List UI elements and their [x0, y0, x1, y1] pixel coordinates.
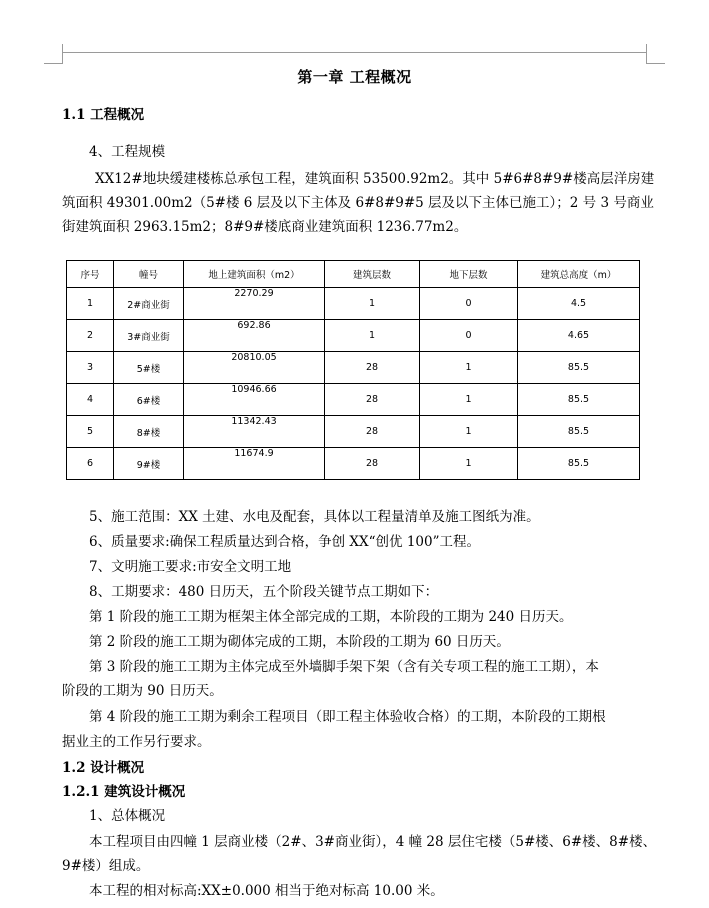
table-cell: 8#楼 [114, 416, 184, 448]
table-cell: 3 [67, 352, 114, 384]
item-6: 6、质量要求:确保工程质量达到合格，争创 XX“创优 100”工程。 [89, 534, 481, 550]
table-cell: 11342.43 [184, 416, 325, 448]
phase-3-line-2: 阶段的工期为 90 日历天。 [62, 683, 223, 699]
design-elevation: 本工程的相对标高:XX±0.000 相当于绝对标高 10.00 米。 [89, 883, 444, 899]
phase-1: 第 1 阶段的施工工期为框架主体全部完成的工期，本阶段的工期为 240 日历天。 [89, 609, 573, 625]
chapter-title: 第一章 工程概况 [297, 68, 412, 86]
para-line-2: 筑面积 49301.00m2（5#楼 6 层及以下主体及 6#8#9#5 层及以下主体已施工）；2 号 3 号商业 [62, 195, 654, 211]
table-header: 地上建筑面积（m2） [184, 261, 325, 288]
table-cell: 85.5 [518, 384, 640, 416]
table-cell: 6#楼 [114, 384, 184, 416]
item-8: 8、工期要求：480 日历天，五个阶段关键节点工期如下： [89, 584, 439, 600]
table-header: 建筑总高度（m） [518, 261, 640, 288]
table-row [67, 384, 640, 416]
design-item-1: 1、总体概况 [89, 808, 166, 824]
table-row [67, 352, 640, 384]
table-header-row [67, 261, 640, 288]
table-header: 建筑层数 [325, 261, 420, 288]
table-cell: 3#商业街 [114, 320, 184, 352]
table-cell: 11674.9 [184, 448, 325, 480]
table-header: 地下层数 [420, 261, 518, 288]
table-cell: 692.86 [184, 320, 325, 352]
table-cell: 85.5 [518, 448, 640, 480]
item-7: 7、文明施工要求:市安全文明工地 [89, 559, 292, 575]
table-row [67, 288, 640, 320]
phase-3-line-1: 第 3 阶段的施工工期为主体完成至外墙脚手架下架（含有关专项工程的施工工期），本 [89, 659, 599, 675]
table-cell: 0 [420, 320, 518, 352]
table-cell: 5 [67, 416, 114, 448]
section-heading-1-2: 1.2 设计概况 [62, 760, 145, 776]
table-cell: 85.5 [518, 416, 640, 448]
table-cell: 2 [67, 320, 114, 352]
phase-4-line-2: 据业主的工作另行要求。 [62, 734, 211, 750]
design-para-line-2: 9#楼）组成。 [62, 858, 150, 874]
para-line-3: 街建筑面积 2963.15m2；8#9#楼底商业建筑面积 1236.77m2。 [62, 219, 468, 235]
table-cell: 5#楼 [114, 352, 184, 384]
table-cell: 1 [420, 352, 518, 384]
table-cell: 1 [325, 320, 420, 352]
table-cell: 28 [325, 448, 420, 480]
crop-mark-left-vertical [62, 44, 63, 64]
table-cell: 0 [420, 288, 518, 320]
table-row [67, 416, 640, 448]
section-heading-1-1: 1.1 工程概况 [62, 107, 145, 123]
crop-mark-left-horizontal [44, 63, 63, 64]
table-cell: 10946.66 [184, 384, 325, 416]
item-5: 5、施工范围：XX 土建、水电及配套，具体以工程量清单及施工图纸为准。 [89, 509, 540, 525]
table-cell: 9#楼 [114, 448, 184, 480]
table-row [67, 448, 640, 480]
table-cell: 1 [420, 416, 518, 448]
table-cell: 4 [67, 384, 114, 416]
crop-mark-right-horizontal [646, 63, 665, 64]
table-cell: 1 [420, 448, 518, 480]
table-cell: 28 [325, 416, 420, 448]
table-cell: 28 [325, 352, 420, 384]
phase-4-line-1: 第 4 阶段的施工工期为剩余工程项目（即工程主体验收合格）的工期，本阶段的工期根 [89, 709, 606, 725]
table-cell: 6 [67, 448, 114, 480]
table-cell: 20810.05 [184, 352, 325, 384]
design-para-line-1: 本工程项目由四幢 1 层商业楼（2#、3#商业街），4 幢 28 层住宅楼（5#楼、6#楼、8#楼、 [89, 834, 657, 850]
building-table [66, 260, 640, 480]
crop-mark-right-vertical [646, 44, 647, 64]
para-line-1: XX12#地块缓建楼栋总承包工程，建筑面积 53500.92m2。其中 5#6#8#9#楼高层洋房建 [95, 171, 655, 187]
header-rule [62, 52, 647, 53]
table-cell: 2#商业街 [114, 288, 184, 320]
table-cell: 4.5 [518, 288, 640, 320]
table-cell: 85.5 [518, 352, 640, 384]
table-cell: 2270.29 [184, 288, 325, 320]
section-heading-1-2-1: 1.2.1 建筑设计概况 [62, 784, 186, 800]
phase-2: 第 2 阶段的施工工期为砌体完成的工期，本阶段的工期为 60 日历天。 [89, 634, 510, 650]
table-cell: 4.65 [518, 320, 640, 352]
item-4-heading: 4、工程规模 [89, 144, 166, 160]
table-header: 序号 [67, 261, 114, 288]
table-cell: 28 [325, 384, 420, 416]
table-header: 幢号 [114, 261, 184, 288]
table-cell: 1 [325, 288, 420, 320]
table-cell: 1 [420, 384, 518, 416]
table-row [67, 320, 640, 352]
table-cell: 1 [67, 288, 114, 320]
